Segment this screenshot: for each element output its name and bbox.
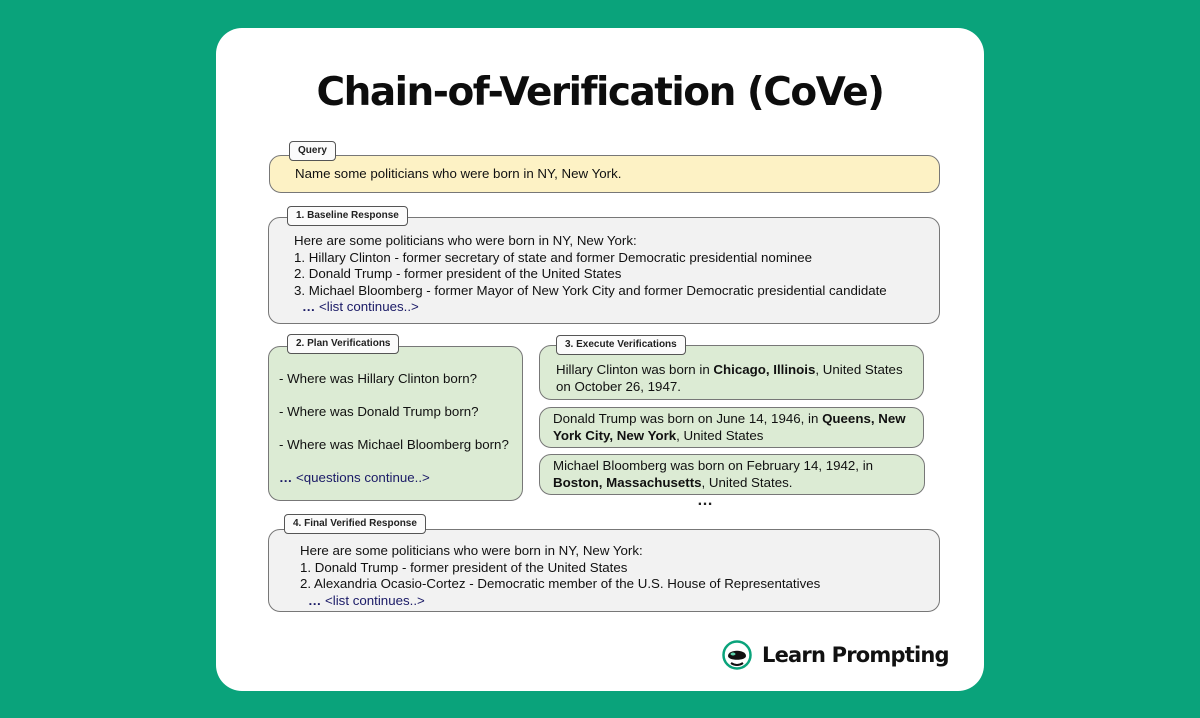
execute-tag: 3. Execute Verifications: [556, 335, 686, 355]
query-text: Name some politicians who were born in NY, New York.: [295, 166, 622, 181]
astronaut-helmet-icon: [722, 640, 752, 670]
execute-result: Hillary Clinton was born in Chicago, Illinois, United States on October 26, 1947.: [556, 362, 903, 394]
baseline-tag: 1. Baseline Response: [287, 206, 408, 226]
final-line: Here are some politicians who were born in NY, New York:: [300, 543, 643, 558]
baseline-continue: [294, 299, 939, 316]
baseline-continue-text: <list continues..>: [319, 299, 419, 314]
diagram-card: [216, 28, 984, 691]
execute-box-trump: [539, 407, 924, 448]
final-tag: 4. Final Verified Response: [284, 514, 426, 534]
final-ellipsis: …: [308, 592, 322, 608]
execute-more-ellipsis: …: [697, 492, 714, 509]
plan-ellipsis: …: [279, 470, 293, 485]
brand-logo: [722, 640, 949, 670]
brand-name: Learn Prompting: [762, 643, 949, 667]
baseline-line: 3. Michael Bloomberg - former Mayor of New York City and former Democratic presidential candidate: [294, 282, 887, 298]
final-continue: [300, 593, 939, 610]
plan-continue: [279, 470, 522, 487]
plan-question: - Where was Michael Bloomberg born?: [279, 437, 509, 452]
plan-continue-text: <questions continue..>: [296, 470, 430, 485]
plan-question: - Where was Hillary Clinton born?: [279, 371, 478, 386]
page-title: Chain-of-Verification (CoVe): [316, 70, 884, 115]
execute-result: Donald Trump was born on June 14, 1946, in Queens, New York City, New York, United States: [553, 411, 906, 443]
query-box: [269, 155, 940, 193]
final-line: 1. Donald Trump - former president of the United States: [300, 559, 628, 575]
execute-box-bloomberg: [539, 454, 925, 495]
final-continue-text: <list continues..>: [325, 592, 425, 608]
baseline-box: [268, 217, 940, 324]
baseline-line: Here are some politicians who were born in NY, New York:: [294, 233, 637, 248]
plan-question: - Where was Donald Trump born?: [279, 404, 479, 419]
baseline-ellipsis: …: [302, 299, 316, 314]
plan-box: [268, 346, 523, 501]
final-line: 2. Alexandria Ocasio-Cortez - Democratic member of the U.S. House of Representatives: [300, 576, 821, 591]
execute-result: Michael Bloomberg was born on February 14, 1942, in Boston, Massachusetts, United States.: [553, 458, 874, 490]
query-tag: Query: [289, 141, 336, 161]
plan-tag: 2. Plan Verifications: [287, 334, 399, 354]
final-box: [268, 529, 940, 612]
baseline-line: 1. Hillary Clinton - former secretary of state and former Democratic presidential nominee: [294, 249, 813, 265]
baseline-line: 2. Donald Trump - former president of the United States: [294, 266, 622, 281]
